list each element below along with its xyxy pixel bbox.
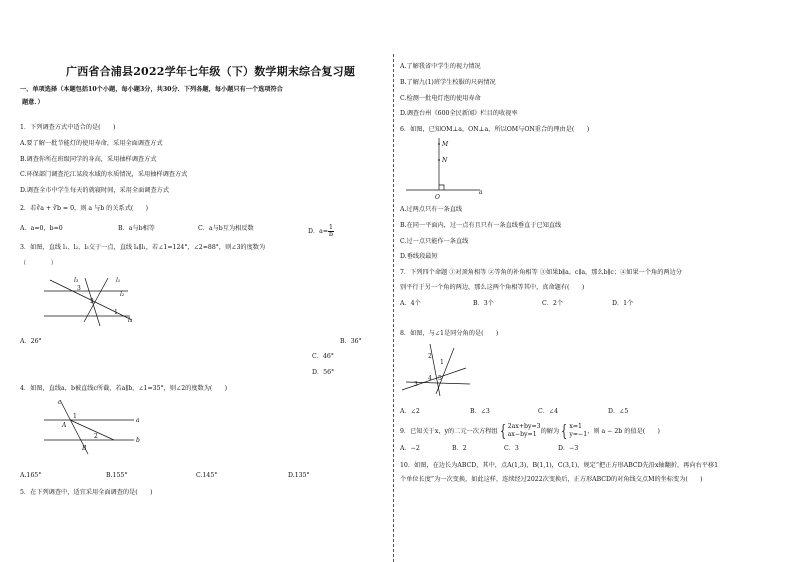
q6-label-n: N bbox=[442, 157, 448, 164]
q10-stem-line1: 10．如图，在边长为ABCD，其中，点A(1,3)，B(1,1)，C(3,1)，规定“把正方形ABCD先沿x轴翻折，再向右平移1 bbox=[400, 462, 719, 469]
q7-option-d: D．1个 bbox=[612, 300, 634, 307]
q9-sol-x: x=1 bbox=[569, 423, 582, 430]
page-title: 广西省合浦县2022学年七年级（下）数学期末综合复习题 bbox=[66, 65, 356, 78]
q4-label-a: a bbox=[136, 417, 140, 424]
q6-option-b: B.在同一平面内，过一点有且只有一条直线垂直于已知直线 bbox=[400, 222, 562, 229]
q4-stem: 4．如图，直线a，b被直线c所截，若a∥b，∠1=35°，则∠2的度数为( ) bbox=[20, 385, 228, 392]
q6-label-o: O bbox=[435, 194, 440, 201]
q9-brace-1: { bbox=[499, 421, 506, 441]
q8-angle-4: 4 bbox=[428, 375, 432, 382]
q5-option-b: B.了解九(1)班学生校服的尺码情况 bbox=[400, 79, 496, 86]
q3-stem-line1: 3．如图，直线 l₁、l₂、l₃交于一点，直线 l₄∥l₁，若∠1=124°，∠2=88°，则∠3的度数为 bbox=[20, 244, 266, 251]
q8-option-c: C．∠4 bbox=[538, 408, 559, 415]
q4-figure bbox=[38, 396, 148, 456]
q3-line-extra bbox=[84, 278, 108, 322]
q9-stem-suffix: ，则 a − 2b 的值是( ) bbox=[587, 427, 660, 435]
q3-angle-2: 2 bbox=[90, 298, 94, 305]
q6-point-n bbox=[438, 159, 440, 161]
q9-stem-middle: 的解为 bbox=[540, 427, 560, 435]
q6-stem: 6．如图，已知OM⊥a，ON⊥a，所以OM与ON重合的理由是( ) bbox=[400, 126, 590, 133]
q9-option-a: A．−2 bbox=[400, 445, 420, 452]
q2-stem-suffix: ，则 a 与b 的关系式( ) bbox=[74, 205, 149, 212]
q8-stem: 8．如图，与∠1是同分角的是( ) bbox=[400, 330, 499, 337]
q4-option-b: B.155° bbox=[106, 472, 128, 479]
q9-option-c: C．3 bbox=[504, 445, 519, 452]
q9-system-2 bbox=[559, 423, 587, 439]
q6-label-a: a bbox=[479, 189, 483, 196]
q7-stem-line1: 7．下列四个命题 ①对顶角相等 ②等角的补角相等 ③如果b∥a，c∥a，那么b∥c；④如果一个角的两边分 bbox=[400, 269, 682, 276]
q8-angle-5: 5 bbox=[438, 375, 442, 382]
q6-option-d: D.垂线段最短 bbox=[400, 253, 438, 260]
q5-option-a: A.了解我省中学生的视力情况 bbox=[400, 63, 481, 70]
q9-option-b: B．2 bbox=[452, 445, 467, 452]
q6-label-m: M bbox=[442, 141, 449, 148]
q9-sol-y: y=−1 bbox=[569, 431, 588, 439]
q3-option-d: D．56° bbox=[312, 369, 335, 376]
q3-label-l1: l₁ bbox=[116, 277, 121, 284]
q4-label-c: c bbox=[58, 399, 62, 406]
q1-option-a: A.要了解一批节能灯的使用寿命，采用全面调查方式 bbox=[20, 140, 163, 147]
q3-label-l3: l₃ bbox=[74, 277, 79, 284]
q4-line-ab bbox=[70, 420, 114, 440]
q7-option-c: C．2个 bbox=[542, 300, 564, 307]
q9-stem-prefix: 9．已知关于x，y的二元一次方程组 bbox=[400, 427, 498, 435]
q1-stem: 1．下列调查方式中适合的是( ) bbox=[20, 124, 116, 131]
q3-angle-1: 1 bbox=[114, 309, 118, 316]
q3-label-l4: l₄ bbox=[128, 317, 133, 324]
q9-eq-2: ax−by=1 bbox=[507, 431, 537, 439]
q9-system-1-equations bbox=[508, 423, 541, 439]
q9-stem bbox=[400, 423, 660, 439]
q6-option-a: A.过两点只有一条直线 bbox=[400, 206, 463, 213]
q4-angle-1: 1 bbox=[73, 413, 77, 420]
q8-option-d: D．∠5 bbox=[608, 408, 629, 415]
q6-right-angle-mark bbox=[439, 185, 444, 190]
q2-stem-expression: ∛a + ∛b = 0 bbox=[36, 205, 75, 212]
q8-line-4 bbox=[436, 348, 454, 394]
q2-option-c: C．a与b互为相反数 bbox=[198, 225, 254, 232]
q3-angle-3: 3 bbox=[77, 285, 81, 292]
q5-option-c: C.检测一批电灯泡的使用寿命 bbox=[400, 95, 481, 102]
q7-option-a: A．4个 bbox=[400, 300, 421, 307]
q9-eq-1: 2ax+by=3 bbox=[507, 423, 541, 430]
left-column bbox=[0, 0, 394, 562]
q2-stem-prefix: 2．若 bbox=[20, 205, 37, 212]
q2-fraction bbox=[328, 225, 334, 238]
q7-stem-line2: 别平行于另一个角的两边，那么这两个角相等其中，真命题有( ) bbox=[400, 284, 585, 291]
q1-option-d: D.调查全市中学生每天的就寝时间，采用全面调查方式 bbox=[20, 187, 170, 194]
q2-fraction-denominator: b bbox=[329, 231, 333, 239]
q8-option-a: A．∠2 bbox=[400, 408, 420, 415]
q9-brace-2: { bbox=[561, 421, 568, 441]
q6-option-c: C.过一点只能作一条直线 bbox=[400, 238, 469, 245]
q2-option-d bbox=[308, 225, 334, 238]
q3-option-b: B．36° bbox=[340, 338, 362, 345]
q2-option-b: B．a与b相等 bbox=[118, 225, 155, 232]
q3-stem-line2: （ ） bbox=[20, 260, 58, 267]
q4-option-c: C.145° bbox=[196, 472, 218, 479]
q6-point-m bbox=[438, 143, 440, 145]
q8-angle-3: 3 bbox=[414, 381, 418, 388]
q6-figure bbox=[396, 136, 486, 202]
q4-option-d: D.135° bbox=[288, 472, 310, 479]
q8-figure bbox=[400, 340, 476, 398]
q8-angle-2: 2 bbox=[428, 353, 432, 360]
q5-stem: 5．在下列调查中，适宜采用全面调查的是( ) bbox=[20, 489, 153, 496]
q8-option-b: B．∠3 bbox=[470, 408, 490, 415]
q2-stem bbox=[20, 205, 148, 212]
section-heading-line2: 题意．） bbox=[22, 99, 44, 106]
q4-option-a: A.165° bbox=[20, 472, 42, 479]
q1-option-b: B.调查你所在班级同学的身高，采用抽样调查方式 bbox=[20, 156, 157, 163]
q4-angle-2: 2 bbox=[94, 433, 98, 440]
q2-option-a: A．a=0，b=0 bbox=[20, 225, 63, 232]
q8-angle-1: 1 bbox=[440, 359, 444, 366]
right-column bbox=[396, 0, 794, 562]
q8-line-1 bbox=[402, 368, 466, 390]
q4-label-point-a: A bbox=[62, 422, 67, 429]
q2-option-d-prefix: D．a= bbox=[308, 228, 329, 236]
q9-system-2-equations bbox=[569, 423, 587, 439]
q3-label-l2: l₂ bbox=[120, 291, 125, 298]
q7-option-b: B．3个 bbox=[473, 300, 494, 307]
q3-figure bbox=[40, 270, 140, 330]
q4-label-point-b: B bbox=[82, 445, 87, 452]
q1-option-c: C.环保部门调查沱江某段水域的水质情况，采用抽样调查方式 bbox=[20, 171, 188, 178]
q4-label-b: b bbox=[136, 437, 140, 444]
section-heading-line1: 一、单项选择（本题包括10个小题，每小题3分，共30分．下列各题，每小题只有一个选项符合 bbox=[20, 86, 283, 93]
q5-option-d: D.调查台州《600全民新闻》栏目的收视率 bbox=[400, 110, 518, 117]
q2-fraction-numerator: 1 bbox=[329, 224, 333, 231]
column-divider bbox=[393, 54, 394, 562]
q3-option-a: A．26° bbox=[20, 338, 42, 345]
q3-option-c: C．46° bbox=[312, 353, 334, 360]
q10-stem-line2: 个单位长度”为一次变换，如此这样，连续经过2022次变换后，正方形ABCD的对角线交点M的坐标变为( ) bbox=[400, 476, 703, 483]
q9-system-1 bbox=[498, 423, 541, 439]
q9-option-d: D．−3 bbox=[558, 445, 579, 452]
